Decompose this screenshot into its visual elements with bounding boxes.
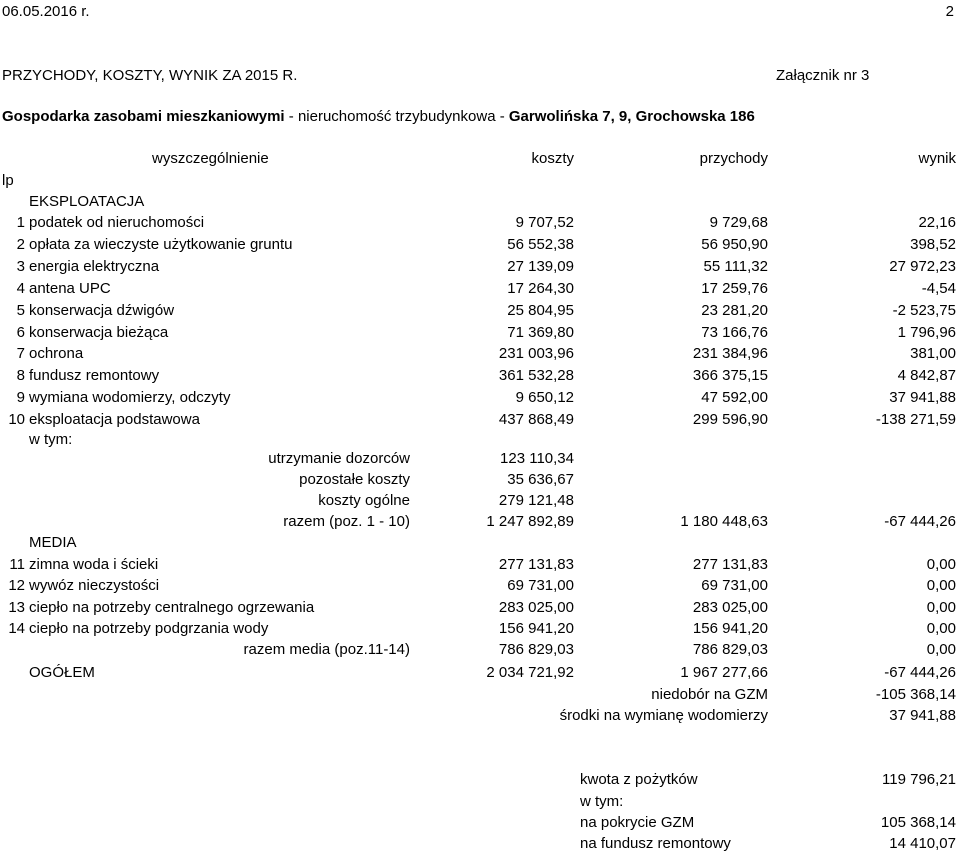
row-income: 55 111,32 <box>703 257 768 275</box>
row-number: 13 <box>8 598 25 616</box>
row-name: ciepło na potrzeby centralnego ogrzewania <box>29 598 315 616</box>
row-name: wywóz nieczystości <box>29 577 160 595</box>
row-income: 56 950,90 <box>701 235 768 253</box>
media-subtotal-costs: 786 829,03 <box>498 641 574 658</box>
shortfall-label: niedobór na GZM <box>651 686 768 703</box>
subtotal-label: razem (poz. 1 - 10) <box>283 513 410 530</box>
row-costs: 437 868,49 <box>498 411 574 429</box>
row-result: -2 523,75 <box>892 301 956 319</box>
row-income: 47 592,00 <box>701 389 768 407</box>
row-number: 10 <box>8 411 25 429</box>
row-costs: 71 369,80 <box>507 323 574 341</box>
row-name: opłata za wieczyste użytkowanie gruntu <box>29 235 293 253</box>
benefit-value: 119 796,21 <box>882 771 956 788</box>
row-result: 381,00 <box>910 345 956 363</box>
subtotal-costs: 1 247 892,89 <box>486 513 574 530</box>
row-result: 398,52 <box>910 235 956 253</box>
row-income: 73 166,76 <box>701 323 768 341</box>
row-income: 9 729,68 <box>709 214 768 231</box>
row-result: 22,16 <box>918 214 956 231</box>
total-label: OGÓŁEM <box>29 664 95 681</box>
row-costs: 283 025,00 <box>498 598 574 616</box>
row-number: 3 <box>16 257 25 275</box>
meters-funds-label: środki na wymianę wodomierzy <box>559 707 768 724</box>
benefit-item-value: 105 368,14 <box>880 814 956 831</box>
row-income: 69 731,00 <box>701 577 768 595</box>
col-header-costs: koszty <box>531 150 574 167</box>
row-number: 11 <box>9 556 25 573</box>
row-number: 1 <box>16 214 25 231</box>
row-number: 2 <box>16 235 25 253</box>
subtotal-income: 1 180 448,63 <box>680 513 768 530</box>
total-result: -67 444,26 <box>884 664 956 681</box>
row-result: 1 796,96 <box>897 323 956 341</box>
row-income: 23 281,20 <box>701 301 768 319</box>
breakdown-label: pozostałe koszty <box>299 471 410 488</box>
row-number: 14 <box>8 620 25 638</box>
row-costs: 69 731,00 <box>507 577 574 595</box>
document-date: 06.05.2016 r. <box>2 3 90 20</box>
property-description <box>2 108 755 126</box>
row-income: 156 941,20 <box>692 620 768 638</box>
media-subtotal-label: razem media (poz.11-14) <box>243 641 410 658</box>
row-name: eksploatacja podstawowa <box>29 411 200 429</box>
benefit-wtym: w tym: <box>580 793 624 810</box>
row-name: konserwacja dźwigów <box>29 301 175 319</box>
row-name: energia elektryczna <box>29 257 160 275</box>
row-name: ciepło na potrzeby podgrzania wody <box>29 620 269 638</box>
col-header-description: wyszczególnienie <box>152 150 269 167</box>
row-costs: 361 532,28 <box>498 367 574 385</box>
row-name: antena UPC <box>29 279 111 297</box>
subtitle-address: Garwolińska 7, 9, Grochowska 186 <box>508 108 755 125</box>
section-exploitation: EKSPLOATACJA <box>29 193 145 210</box>
row-number: 9 <box>16 389 25 407</box>
row-costs: 277 131,83 <box>498 556 574 573</box>
row-number: 4 <box>16 279 25 297</box>
row-name: zimna woda i ścieki <box>29 556 159 573</box>
row-number: 12 <box>8 577 25 595</box>
media-subtotal-result: 0,00 <box>926 641 956 658</box>
wtym-label: w tym: <box>29 431 73 448</box>
benefit-item-label: na fundusz remontowy <box>580 835 731 852</box>
row-income: 17 259,76 <box>701 279 768 297</box>
total-income: 1 967 277,66 <box>680 664 768 681</box>
row-costs: 231 003,96 <box>498 345 574 363</box>
col-header-result: wynik <box>918 150 956 167</box>
row-result: 0,00 <box>926 577 956 595</box>
row-result: 37 941,88 <box>889 389 956 407</box>
row-name: konserwacja bieżąca <box>29 323 169 341</box>
col-header-income: przychody <box>699 150 768 167</box>
row-costs: 9 650,12 <box>515 389 574 407</box>
section-media: MEDIA <box>29 534 77 551</box>
row-number: 6 <box>16 323 25 341</box>
row-income: 277 131,83 <box>692 556 768 573</box>
row-name: fundusz remontowy <box>29 367 160 385</box>
row-income: 283 025,00 <box>692 598 768 616</box>
row-result: -4,54 <box>921 279 956 297</box>
row-name: wymiana wodomierzy, odczyty <box>29 389 231 407</box>
row-income: 299 596,90 <box>692 411 768 429</box>
report-title: PRZYCHODY, KOSZTY, WYNIK ZA 2015 R. <box>2 67 298 84</box>
row-costs: 56 552,38 <box>507 235 574 253</box>
row-costs: 9 707,52 <box>515 214 574 231</box>
breakdown-costs: 35 636,67 <box>507 471 574 488</box>
row-costs: 25 804,95 <box>507 301 574 319</box>
row-number: 5 <box>16 301 25 319</box>
row-costs: 156 941,20 <box>498 620 574 638</box>
breakdown-costs: 123 110,34 <box>500 450 574 467</box>
row-income: 366 375,15 <box>692 367 768 385</box>
row-number: 8 <box>16 367 25 385</box>
benefit-item-label: na pokrycie GZM <box>580 814 695 831</box>
row-result: 4 842,87 <box>897 367 956 385</box>
media-subtotal-income: 786 829,03 <box>692 641 768 658</box>
row-name: podatek od nieruchomości <box>29 214 205 231</box>
row-name: ochrona <box>29 345 84 363</box>
row-result: 27 972,23 <box>889 257 956 275</box>
row-costs: 17 264,30 <box>507 279 574 297</box>
breakdown-costs: 279 121,48 <box>498 492 574 509</box>
col-header-lp: lp <box>2 172 14 189</box>
benefit-item-value: 14 410,07 <box>889 835 956 852</box>
row-result: 0,00 <box>926 598 956 616</box>
subtitle-rest: - nieruchomość trzybudynkowa - <box>284 108 509 125</box>
row-result: 0,00 <box>926 556 956 573</box>
row-result: -138 271,59 <box>875 411 956 429</box>
subtotal-result: -67 444,26 <box>884 513 956 530</box>
row-income: 231 384,96 <box>692 345 768 363</box>
breakdown-label: utrzymanie dozorców <box>268 450 410 467</box>
row-costs: 27 139,09 <box>507 257 574 275</box>
row-result: 0,00 <box>926 620 956 638</box>
row-number: 7 <box>16 345 25 363</box>
subtitle-bold: Gospodarka zasobami mieszkaniowymi <box>2 108 285 125</box>
breakdown-label: koszty ogólne <box>318 492 410 509</box>
meters-funds-value: 37 941,88 <box>889 707 956 724</box>
page-number: 2 <box>945 3 954 20</box>
shortfall-value: -105 368,14 <box>875 686 956 703</box>
benefit-label: kwota z pożytków <box>580 771 698 788</box>
attachment-label: Załącznik nr 3 <box>776 67 870 84</box>
total-costs: 2 034 721,92 <box>486 664 574 681</box>
